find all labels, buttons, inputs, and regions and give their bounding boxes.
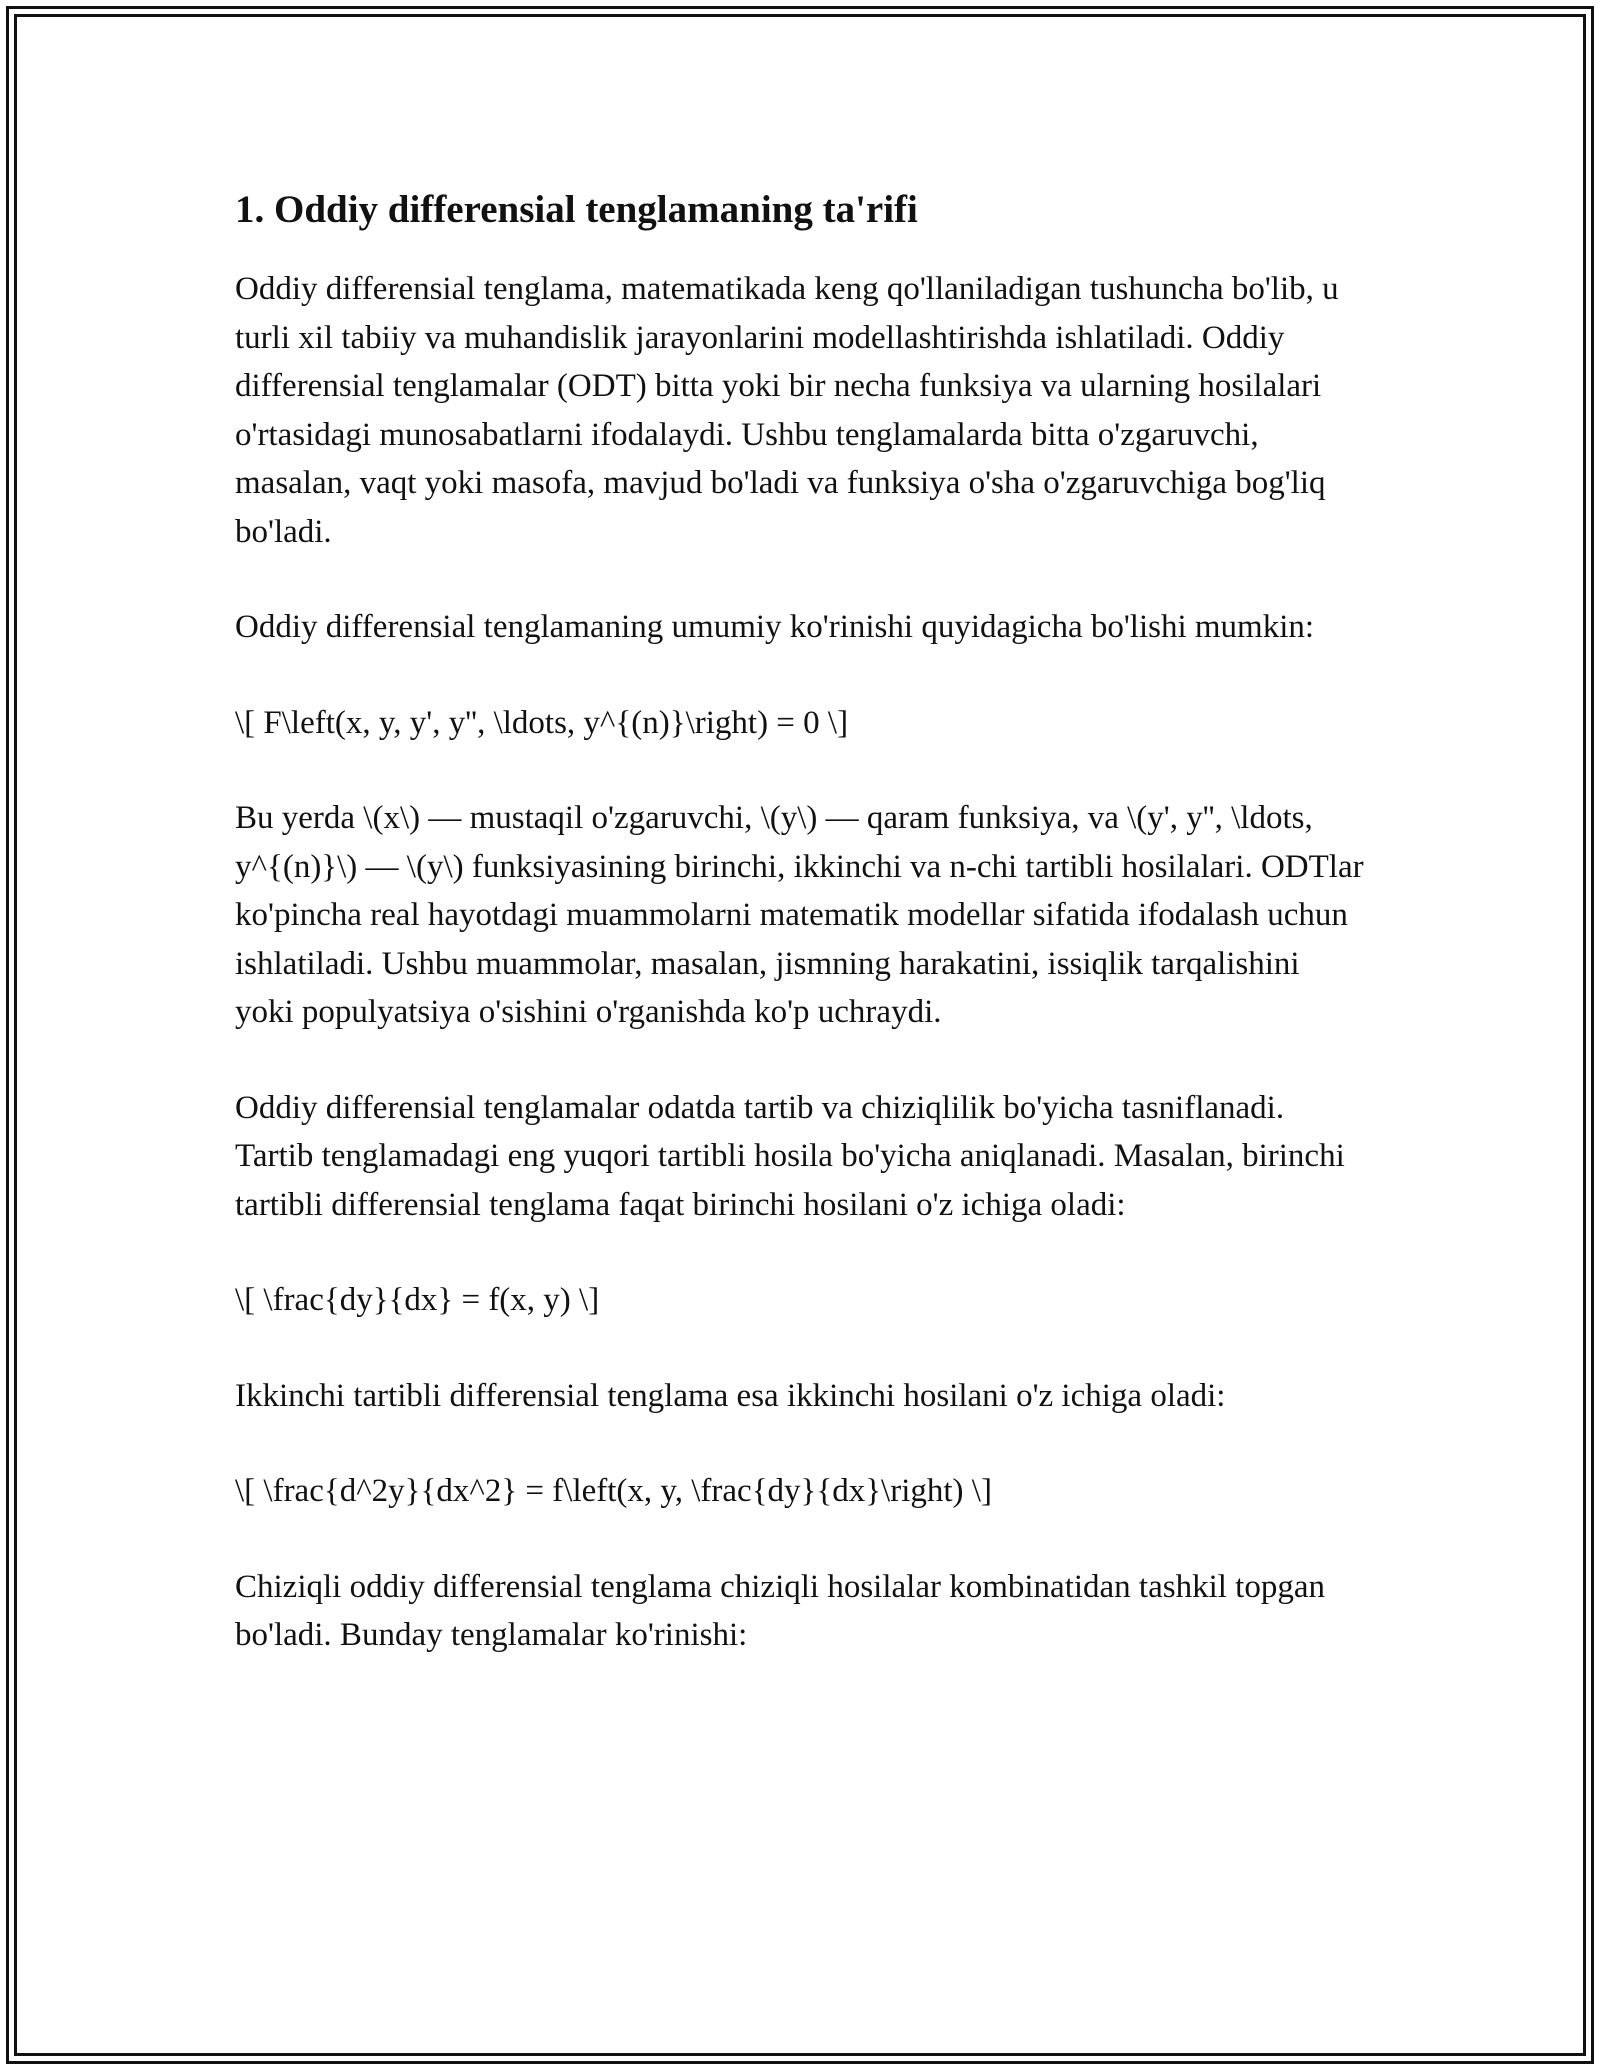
formula-first-order: \[ \frac{dy}{dx} = f(x, y) \]: [235, 1282, 600, 1318]
paragraph-intro: Oddiy differensial tenglama, matematikada keng qo'llaniladigan tushuncha bo'lib, u turli xil tabiiy va muhandislik jarayonlarini modellashtirishda ishlatiladi. Oddiy differensial tenglamalar (ODT) bitta yoki bir necha funksiya va ularning hosilalari o'rtasidagi munosabatlarni ifodalaydi. Ushbu tenglamalarda bitta o'zgaruvchi, masalan, vaqt yoki masofa, mavjud bo'ladi va funksiya o'sha o'zgaruvchiga bog'liq bo'ladi.: [235, 271, 1339, 550]
document-body: [235, 185, 1365, 1707]
paragraph-variables: Bu yerda \(x\) — mustaqil o'zgaruvchi, \(y\) — qaram funksiya, va \(y', y'', \ldots, y^{(n)}\) — \(y\) funksiyasining birinchi, ikkinchi va n-chi tartibli hosilalari. ODTlar ko'pincha real hayotdagi muammolarni matematik modellar sifatida ifodalash uchun ishlatiladi. Ushbu muammolar, masalan, jismning harakatini, issiqlik tarqalishini yoki populyatsiya o'sishini o'rganishda ko'p uchraydi.: [235, 800, 1364, 1030]
paragraph-linear: Chiziqli oddiy differensial tenglama chiziqli hosilalar kombinatidan tashkil topgan bo'ladi. Bunday tenglamalar ko'rinishi:: [235, 1568, 1325, 1653]
formula-second-order: \[ \frac{d^2y}{dx^2} = f\left(x, y, \frac{dy}{dx}\right) \]: [235, 1473, 992, 1509]
formula-general-ode: \[ F\left(x, y, y', y'', \ldots, y^{(n)}\right) = 0 \]: [235, 704, 849, 741]
paragraph-general-form: Oddiy differensial tenglamaning umumiy ko'rinishi quyidagicha bo'lishi mumkin:: [235, 609, 1315, 645]
paragraph-classification: Oddiy differensial tenglamalar odatda tartib va chiziqlilik bo'yicha tasniflanadi. Tartib tenglamadagi eng yuqori tartibli hosila bo'yicha aniqlanadi. Masalan, birinchi tartibli differensial tenglama faqat birinchi hosilani o'z ichiga oladi:: [235, 1089, 1345, 1223]
section-heading: 1. Oddiy differensial tenglamaning ta'rifi: [235, 188, 918, 231]
paragraph-second-order: Ikkinchi tartibli differensial tenglama esa ikkinchi hosilani o'z ichiga oladi:: [235, 1377, 1226, 1414]
